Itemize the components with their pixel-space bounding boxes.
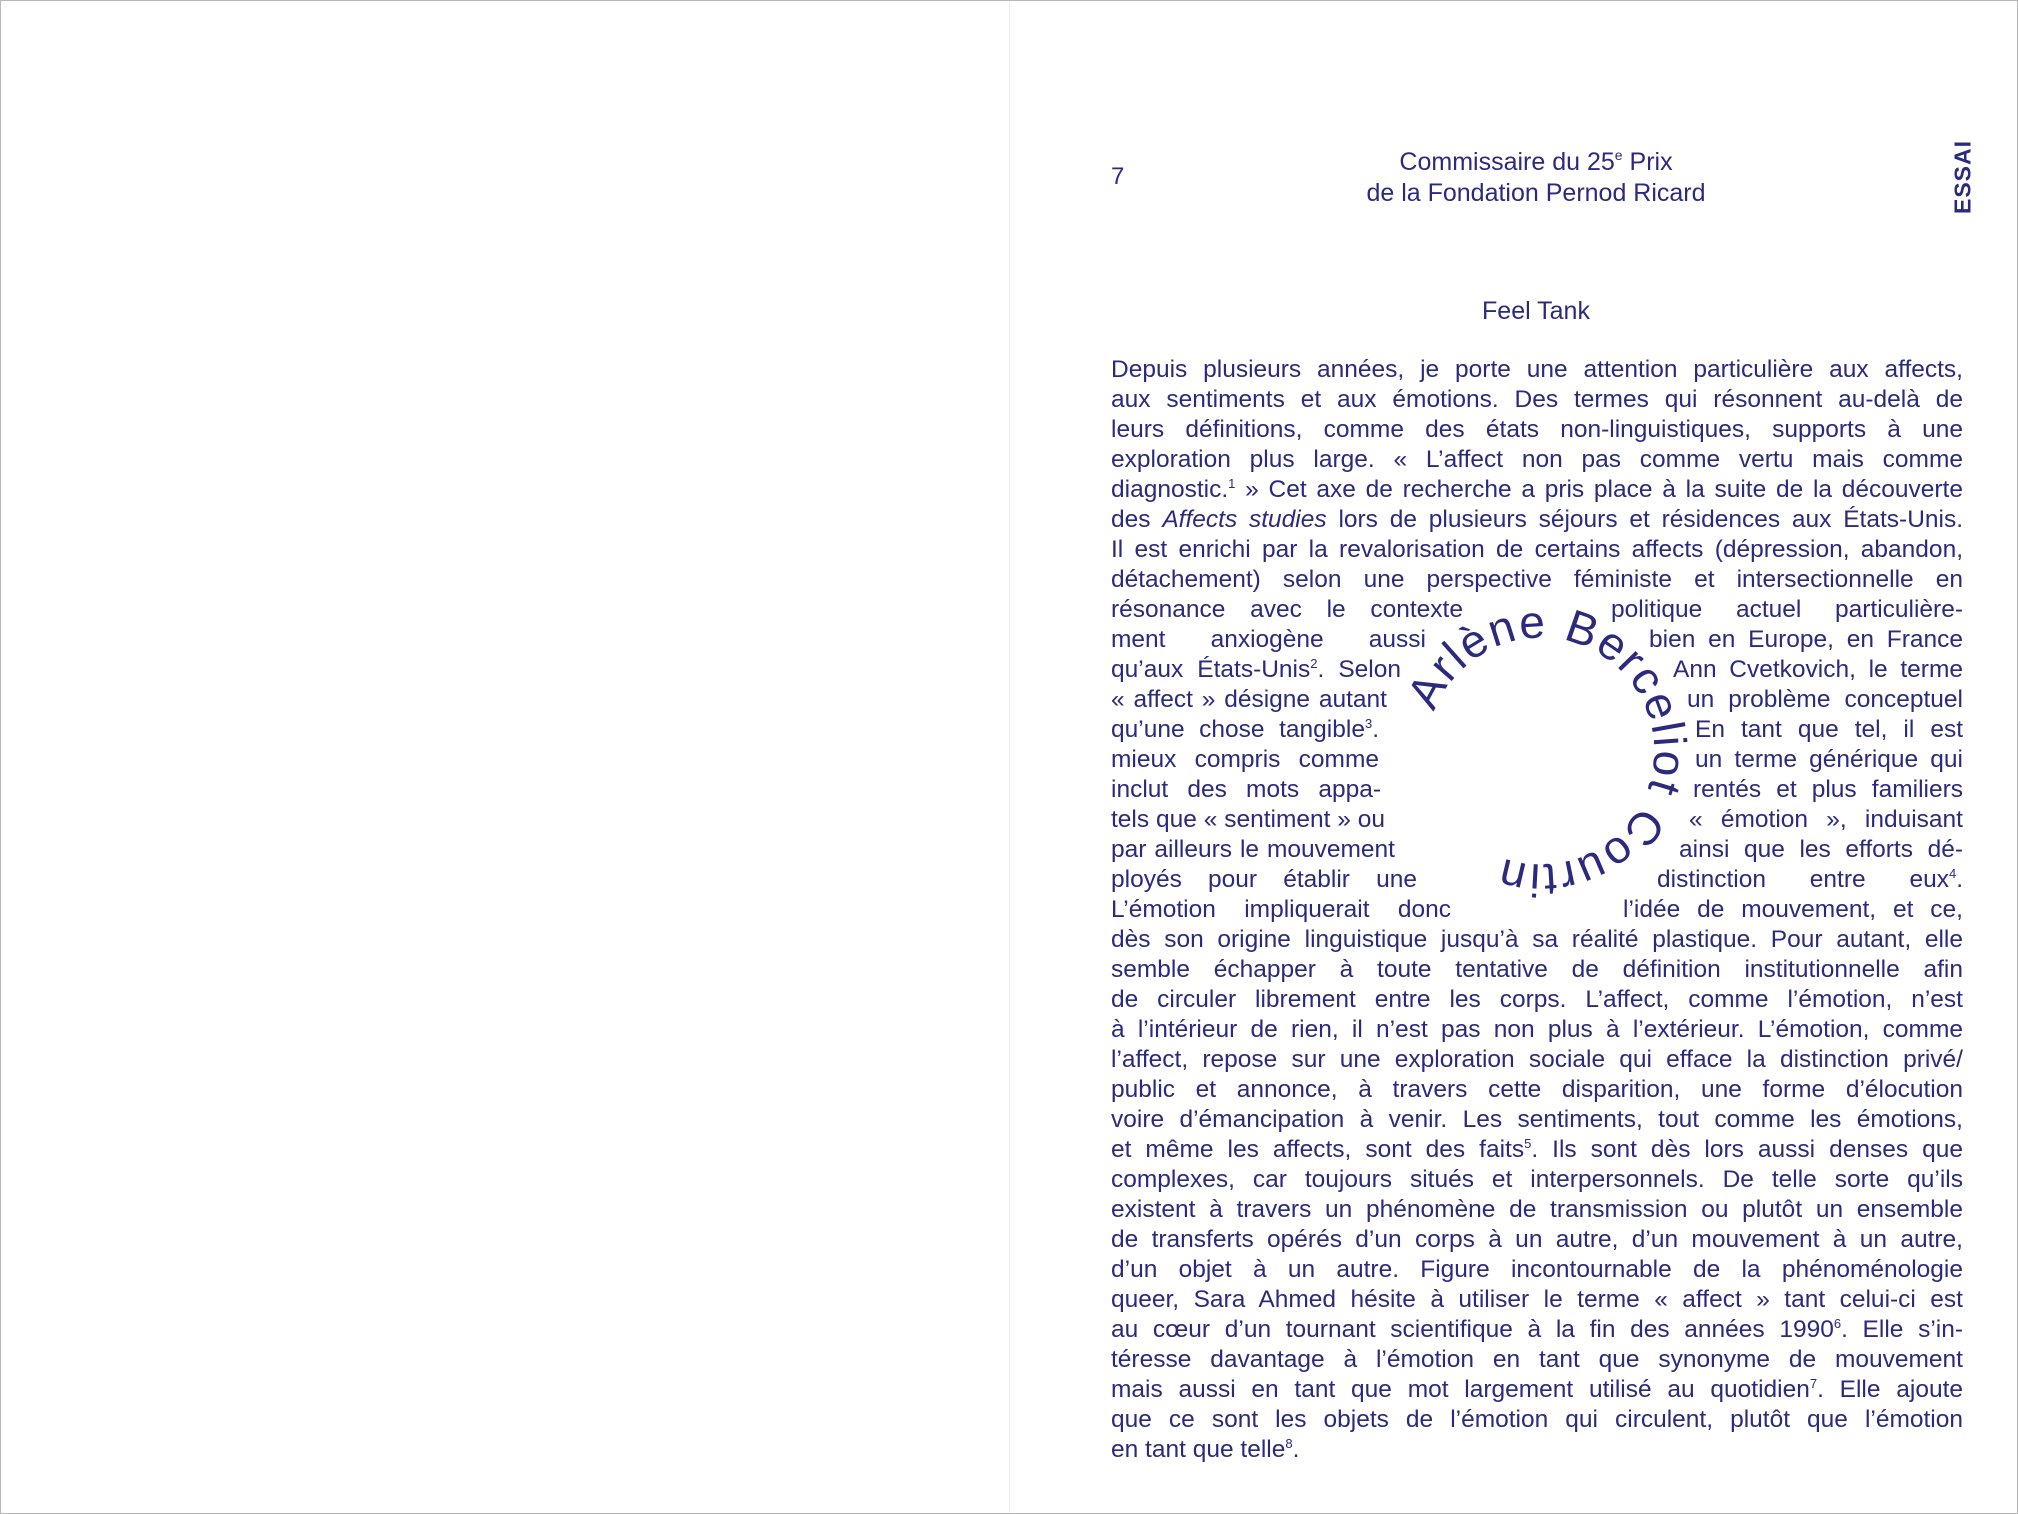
body-line-right: politique actuel particulière- [1611, 596, 1963, 623]
body-line-left: mieux compris comme [1111, 746, 1379, 773]
body-line-left: qu’aux États-Unis$^2$. Selon [1111, 656, 1401, 683]
body-line-left: tels que « sentiment » ou [1111, 806, 1385, 833]
body-line: au cœur d’un tournant scientifique à la fin des années 1990$^6$. Elle s’in- [1111, 1316, 1963, 1343]
body-line-right: bien en Europe, en France [1649, 626, 1963, 653]
body-line: que ce sont les objets de l’émotion qui circulent, plutôt que l’émotion [1111, 1406, 1963, 1433]
body-line-right: « émotion », induisant [1689, 806, 1963, 833]
body-line: téresse davantage à l’émotion en tant que synonyme de mouvement [1111, 1346, 1963, 1373]
body-line-right: Ann Cvetkovich, le terme [1673, 656, 1963, 683]
header-line-2: de la Fondation Pernod Ricard [1366, 179, 1706, 207]
article-title: Feel Tank [1482, 297, 1590, 325]
body-line: de circuler librement entre les corps. L’affect, comme l’émotion, n’est [1111, 986, 1963, 1013]
body-line-right: ainsi que les efforts dé- [1679, 836, 1963, 863]
body-line: en tant que telle$^8$. [1111, 1436, 1300, 1463]
body-line: complexes, car toujours situés et interpersonnels. De telle sorte qu’ils [1111, 1166, 1963, 1193]
body-line: dès son origine linguistique jusqu’à sa réalité plastique. Pour autant, elle [1111, 926, 1963, 953]
body-line: existent à travers un phénomène de transmission ou plutôt un ensemble [1111, 1196, 1963, 1223]
page-gutter [1009, 1, 1010, 1513]
author-name-text: Arlène Berceliot Courtin [1396, 595, 1697, 907]
body-line: détachement) selon une perspective féministe et intersectionnelle en [1111, 566, 1963, 593]
body-line-left: inclut des mots appa- [1111, 776, 1381, 803]
body-line: aux sentiments et aux émotions. Des termes qui résonnent au-delà de [1111, 386, 1963, 413]
body-line: des Affects studies lors de plusieurs séjours et résidences aux États-Unis. [1111, 506, 1964, 533]
body-line: l’affect, repose sur une exploration sociale qui efface la distinction privé/ [1111, 1046, 1963, 1073]
body-line: exploration plus large. « L’affect non pas comme vertu mais comme [1111, 446, 1963, 473]
running-header [1301, 147, 1771, 209]
body-line: mais aussi en tant que mot largement utilisé au quotidien$^7$. Elle ajoute [1111, 1376, 1963, 1403]
page-number: 7 [1111, 163, 1125, 190]
body-line: voire d’émancipation à venir. Les sentiments, tout comme les émotions, [1111, 1106, 1963, 1133]
body-line: leurs définitions, comme des états non-linguistiques, supports à une [1111, 416, 1963, 443]
body-line-left: L’émotion impliquerait donc [1111, 896, 1451, 923]
body-line-right: un problème conceptuel [1687, 686, 1963, 713]
body-line-left: ployés pour établir une [1111, 866, 1417, 893]
body-line: et même les affects, sont des faits$^5$. Ils sont dès lors aussi denses que [1111, 1136, 1963, 1163]
body-line-right: En tant que tel, il est [1695, 716, 1963, 743]
body-line: d’un objet à un autre. Figure incontournable de la phénoménologie [1111, 1256, 1963, 1283]
body-line-left: ment anxiogène aussi [1111, 626, 1426, 653]
body-line: queer, Sara Ahmed hésite à utiliser le terme « affect » tant celui-ci est [1111, 1286, 1963, 1313]
body-line-left: « affect » désigne autant [1111, 686, 1387, 713]
section-label: ESSAI [1949, 139, 1976, 215]
body-line: semble échapper à toute tentative de définition institutionnelle afin [1111, 956, 1963, 983]
body-line-left: par ailleurs le mouvement [1111, 836, 1395, 863]
header-line-1: Commissaire du 25e Prix [1399, 147, 1673, 176]
body-line: à l’intérieur de rien, il n’est pas non plus à l’extérieur. L’émotion, comme [1111, 1016, 1963, 1043]
body-line: diagnostic.$^1$ » Cet axe de recherche a pris place à la suite de la découverte [1111, 476, 1963, 503]
body-line: Il est enrichi par la revalorisation de certains affects (dépression, abandon, [1111, 536, 1963, 563]
body-line-right: l’idée de mouvement, et ce, [1623, 896, 1963, 923]
body-line-left: résonance avec le contexte [1111, 596, 1463, 623]
body-line-right: rentés et plus familiers [1693, 776, 1963, 803]
body-line-right: distinction entre eux$^4$. [1657, 866, 1963, 893]
body-line-left: qu’une chose tangible$^3$. [1111, 716, 1379, 743]
body-line: Depuis plusieurs années, je porte une attention particulière aux affects, [1111, 356, 1963, 383]
body-line-right: un terme générique qui [1695, 746, 1963, 773]
body-line: public et annonce, à travers cette disparition, une forme d’élocution [1111, 1076, 1963, 1103]
body-line: de transferts opérés d’un corps à un autre, d’un mouvement à un autre, [1111, 1226, 1963, 1253]
